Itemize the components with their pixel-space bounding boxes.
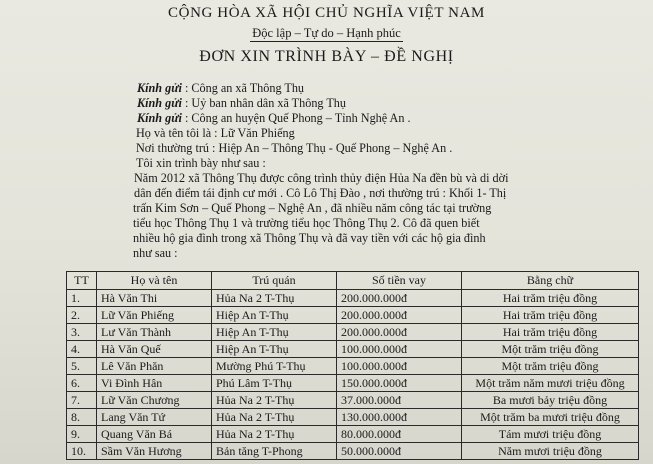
body-line: như sau : — [133, 246, 178, 260]
cell-address: Bản tăng T-Phong — [212, 443, 337, 460]
document-title: ĐƠN XIN TRÌNH BÀY – ĐỀ NGHỊ — [199, 48, 454, 65]
cell-name: Hà Văn Thi — [97, 290, 212, 307]
motto-text: Độc lập – Tự do – Hạnh phúc — [252, 26, 401, 40]
cell-amount-words: Một trăm năm mươi triệu đồng — [462, 375, 639, 392]
cell-name: Hà Văn Quế — [97, 341, 212, 358]
table-row — [67, 307, 639, 324]
cell-amount: 200.000.000đ — [337, 324, 462, 341]
table-row — [67, 290, 639, 307]
cell-amount: 150.000.000đ — [337, 375, 462, 392]
cell-name: Lê Văn Phăn — [97, 358, 212, 375]
cell-address: Hiệp An T-Thụ — [212, 324, 337, 341]
cell-address: Phú Lâm T-Thụ — [212, 375, 337, 392]
body-line: Tôi xin trình bày như sau : — [136, 156, 266, 170]
cell-address: Hủa Na 2 T-Thụ — [212, 426, 337, 443]
recipient-value: : Công an xã Thông Thụ — [184, 81, 305, 95]
cell-address: Hủa Na 2 T-Thụ — [212, 409, 337, 426]
cell-amount: 100.000.000đ — [337, 341, 462, 358]
cell-amount-words: Một trăm triệu đồng — [462, 341, 639, 358]
cell-name: Vi Đình Hân — [97, 375, 212, 392]
sender-address: Nơi thường trú : Hiệp An – Thông Thụ - Quế Phong – Nghệ An . — [136, 141, 453, 155]
cell-amount-words: Tám mươi triệu đồng — [462, 426, 639, 443]
cell-address: Hiệp An T-Thụ — [212, 341, 337, 358]
recipient-line — [137, 81, 304, 95]
recipient-label: Kính gửi — [137, 96, 182, 110]
recipient-label: Kính gửi — [137, 81, 182, 95]
cell-tt: 3. — [67, 324, 97, 341]
cell-tt: 4. — [67, 341, 97, 358]
cell-tt: 5. — [67, 358, 97, 375]
table-row — [67, 358, 639, 375]
cell-amount: 200.000.000đ — [337, 307, 462, 324]
body-line: trấn Kim Sơn – Quế Phong – Nghệ An , đã nhiều năm công tác tại trường — [133, 201, 492, 215]
cell-amount: 37.000.000đ — [337, 392, 462, 409]
cell-amount-words: Một trăm triệu đồng — [462, 358, 639, 375]
header-amount-words: Bằng chữ — [462, 272, 639, 290]
cell-tt: 1. — [67, 290, 97, 307]
sender-name: Họ và tên tôi là : Lữ Văn Phiếng — [136, 126, 295, 140]
cell-amount: 130.000.000đ — [337, 409, 462, 426]
recipient-line — [137, 96, 346, 110]
recipient-value: : Uỷ ban nhân dân xã Thông Thụ — [184, 96, 346, 110]
body-line: Năm 2012 xã Thông Thụ được công trình thủy điện Hủa Na đền bù và di dời — [134, 171, 509, 185]
cell-amount-words: Hai trăm triệu đồng — [462, 324, 639, 341]
cell-name: Sầm Văn Hương — [97, 443, 212, 460]
cell-name: Lư Văn Thành — [97, 324, 212, 341]
cell-name: Lữ Văn Chương — [97, 392, 212, 409]
cell-tt: 6. — [67, 375, 97, 392]
header-name: Họ và tên — [97, 272, 212, 290]
cell-tt: 2. — [67, 307, 97, 324]
cell-name: Quang Văn Bá — [97, 426, 212, 443]
table-row — [67, 426, 639, 443]
recipient-label: Kính gửi — [137, 111, 182, 125]
cell-tt: 9. — [67, 426, 97, 443]
table-row — [67, 341, 639, 358]
cell-amount-words: Ba mươi bảy triệu đồng — [462, 392, 639, 409]
cell-amount: 100.000.000đ — [337, 358, 462, 375]
cell-name: Lữ Văn Phiếng — [97, 307, 212, 324]
header-address: Trú quán — [212, 272, 337, 290]
cell-tt: 7. — [67, 392, 97, 409]
table-header-row — [67, 272, 639, 290]
cell-address: Hủa Na 2 T-Thụ — [212, 392, 337, 409]
cell-tt: 8. — [67, 409, 97, 426]
nation-header: CỘNG HÒA XÃ HỘI CHỦ NGHĨA VIỆT NAM — [168, 5, 485, 21]
cell-tt: 10. — [67, 443, 97, 460]
cell-amount-words: Năm mươi triệu đồng — [462, 443, 639, 460]
cell-address: Hiệp An T-Thụ — [212, 307, 337, 324]
header-amount: Số tiền vay — [337, 272, 462, 290]
table-row — [67, 443, 639, 460]
cell-amount: 200.000.000đ — [337, 290, 462, 307]
body-line: nhiều hộ gia đình trong xã Thông Thụ và đã vay tiền với các hộ gia đình — [133, 231, 486, 245]
cell-amount-words: Một trăm ba mươi triệu đồng — [462, 409, 639, 426]
recipient-value: : Công an huyện Quế Phong – Tỉnh Nghệ An . — [184, 111, 411, 125]
cell-amount-words: Hai trăm triệu đồng — [462, 290, 639, 307]
header-tt: TT — [67, 272, 97, 290]
body-line: dân đến điểm tái định cư mới . Cô Lô Thị Đào , nơi thường trú : Khối 1- Thị — [134, 186, 507, 200]
recipient-line — [137, 111, 411, 125]
cell-amount: 50.000.000đ — [337, 443, 462, 460]
cell-name: Lang Văn Tứ — [97, 409, 212, 426]
cell-amount-words: Hai trăm triệu đồng — [462, 307, 639, 324]
motto — [0, 26, 653, 41]
table-row — [67, 392, 639, 409]
table-row — [67, 375, 639, 392]
table-row — [67, 409, 639, 426]
table-row — [67, 324, 639, 341]
cell-address: Hủa Na 2 T-Thụ — [212, 290, 337, 307]
body-line: tiểu học Thông Thụ 1 và trường tiểu học Thông Thụ 2. Cô đã quen biết — [133, 216, 480, 230]
cell-address: Mường Phú T-Thụ — [212, 358, 337, 375]
loan-table — [66, 271, 639, 460]
cell-amount: 80.000.000đ — [337, 426, 462, 443]
